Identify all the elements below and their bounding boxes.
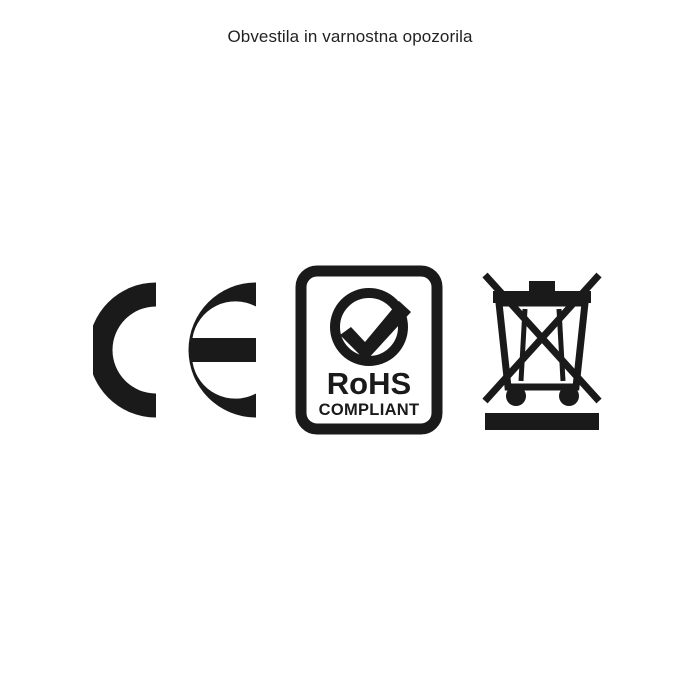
compliance-marks-row xyxy=(0,255,700,445)
weee-crossed-out-wheelie-bin-icon xyxy=(477,265,607,435)
weee-mark xyxy=(477,265,607,435)
rohs-mark xyxy=(295,265,443,435)
rohs-compliant-icon xyxy=(295,265,443,435)
ce-mark xyxy=(93,275,261,425)
rohs-text-line1: RoHS xyxy=(326,366,412,401)
rohs-text-line2: COMPLIANT xyxy=(318,401,420,419)
page-title: Obvestila in varnostna opozorila xyxy=(227,27,473,46)
ce-marking-icon xyxy=(93,275,261,425)
